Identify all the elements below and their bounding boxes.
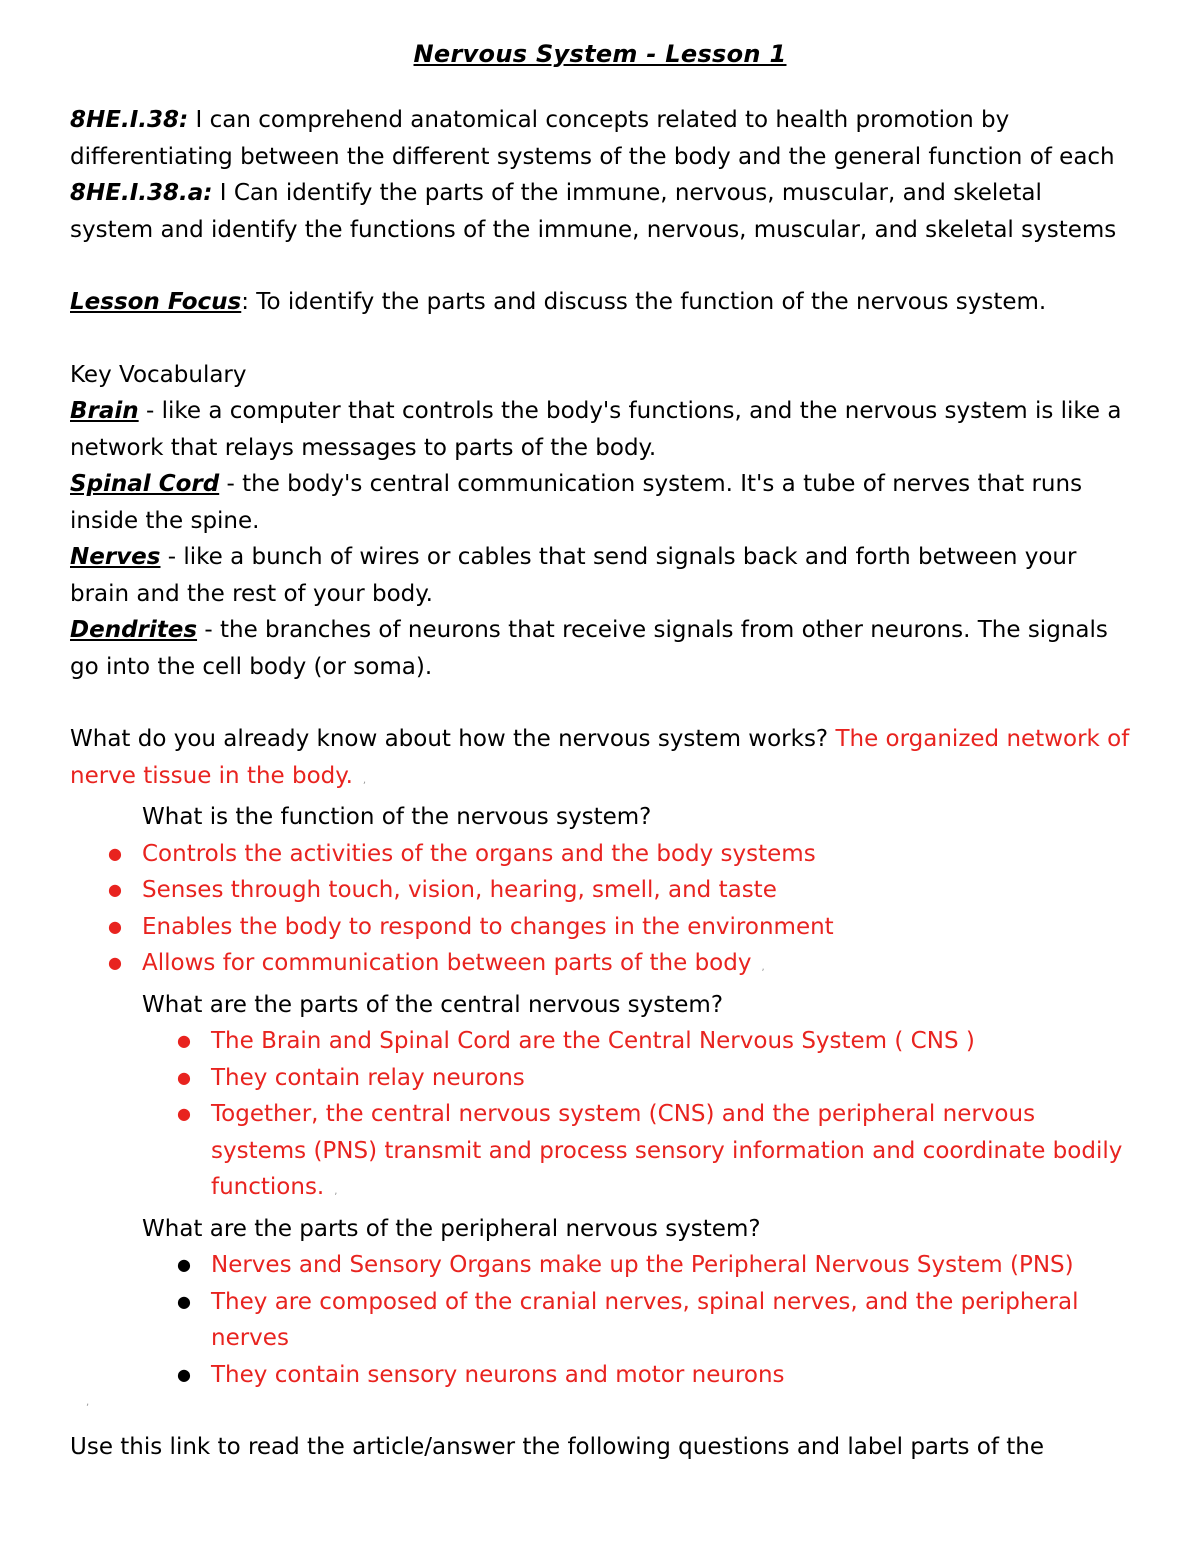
bullet-icon: ● bbox=[108, 880, 122, 899]
comment-marker: , bbox=[86, 1397, 90, 1408]
standard-1 bbox=[70, 102, 1130, 175]
answer-text: They are composed of the cranial nerves, spinal nerves, and the peripheral nerves bbox=[211, 1288, 1079, 1351]
spacer bbox=[70, 248, 1130, 284]
list-item bbox=[70, 872, 1130, 909]
answer-text: They contain relay neurons bbox=[211, 1064, 525, 1091]
list-item bbox=[70, 1096, 1130, 1211]
list-item bbox=[70, 1023, 1130, 1060]
answer-text: They contain sensory neurons and motor neurons bbox=[211, 1361, 785, 1388]
answer-text: Controls the activities of the organs and the body systems bbox=[142, 840, 816, 867]
list-item bbox=[70, 909, 1130, 946]
answer-text: Allows for communication between parts of the body bbox=[142, 950, 752, 976]
vocab-definition: - the branches of neurons that receive signals from other neurons. The signals go into the cell body (or soma). bbox=[70, 617, 1108, 680]
page-title: Nervous System - Lesson 1 bbox=[413, 40, 787, 68]
comment-marker-row bbox=[70, 1393, 1130, 1419]
bullet-icon: ● bbox=[108, 916, 122, 936]
list-item bbox=[70, 1284, 1130, 1357]
function-question: What is the function of the nervous system? bbox=[142, 804, 652, 830]
bullet-icon: ● bbox=[177, 1104, 191, 1123]
function-answer-list bbox=[70, 836, 1130, 987]
answer-text: Enables the body to respond to changes in the environment bbox=[142, 913, 834, 940]
vocab-definition: - like a computer that controls the body's functions, and the nervous system is like a network that relays messages to parts of the body. bbox=[70, 398, 1122, 461]
comment-marker: , bbox=[761, 962, 765, 973]
vocab-entry-spinal-cord bbox=[70, 466, 1130, 539]
vocab-term: Dendrites bbox=[70, 617, 198, 643]
bullet-icon: ● bbox=[177, 1067, 191, 1087]
standard-code: 8HE.I.38: bbox=[70, 107, 189, 133]
lesson-focus bbox=[70, 284, 1130, 321]
bullet-icon: ● bbox=[177, 1291, 191, 1311]
prior-knowledge-question: What do you already know about how the nervous system works? bbox=[70, 726, 836, 752]
vocab-definition: - like a bunch of wires or cables that send signals back and forth between your brain and the rest of your body. bbox=[70, 544, 1077, 607]
bullet-icon: ● bbox=[177, 1364, 191, 1384]
comment-marker: , bbox=[334, 1186, 338, 1197]
prior-knowledge bbox=[70, 721, 1130, 799]
bullet-icon: ● bbox=[177, 1031, 191, 1050]
bullet-icon: ● bbox=[108, 953, 122, 972]
instructions-text: Use this link to read the article/answer the following questions and label parts of the bbox=[70, 1434, 1045, 1460]
lesson-focus-text: : To identify the parts and discuss the function of the nervous system. bbox=[241, 289, 1047, 315]
standard-code: 8HE.I.38.a: bbox=[70, 180, 213, 206]
cns-question: What are the parts of the central nervous system? bbox=[142, 991, 724, 1018]
lesson-focus-label: Lesson Focus bbox=[70, 289, 242, 315]
list-item bbox=[70, 1357, 1130, 1394]
pns-answer-list bbox=[70, 1247, 1130, 1393]
standard-text: I Can identify the parts of the immune, nervous, muscular, and skeletal system and identify the functions of the immune, nervous, muscular, and skeletal systems bbox=[70, 180, 1117, 243]
cns-answer-list bbox=[70, 1023, 1130, 1211]
bullet-icon: ● bbox=[108, 843, 122, 863]
list-item bbox=[70, 1247, 1130, 1284]
list-item bbox=[70, 945, 1130, 987]
vocab-term: Brain bbox=[70, 398, 139, 424]
prior-knowledge-answer: The organized network of nerve tissue in the body. bbox=[70, 726, 1130, 789]
pns-question: What are the parts of the peripheral nervous system? bbox=[142, 1215, 761, 1242]
vocab-entry-nerves bbox=[70, 539, 1130, 612]
answer-text: Senses through touch, vision, hearing, smell, and taste bbox=[142, 877, 777, 903]
vocab-term: Nerves bbox=[70, 544, 161, 570]
vocab-definition: - the body's central communication system. It's a tube of nerves that runs inside the spine. bbox=[70, 471, 1083, 534]
comment-marker: , bbox=[362, 774, 367, 786]
answer-text: The Brain and Spinal Cord are the Central Nervous System ( CNS ) bbox=[211, 1028, 975, 1054]
standard-text: I can comprehend anatomical concepts related to health promotion by differentiating between the different systems of the body and the general function of each bbox=[70, 107, 1115, 170]
vocab-entry-brain bbox=[70, 393, 1130, 466]
document-page bbox=[70, 40, 1130, 1466]
list-item bbox=[70, 1060, 1130, 1097]
bullet-icon: ● bbox=[177, 1255, 191, 1274]
answer-text: Together, the central nervous system (CNS) and the peripheral nervous systems (PNS) transmit and process sensory information and coordinate bodily functions. bbox=[211, 1101, 1123, 1200]
standard-2 bbox=[70, 175, 1130, 248]
list-item bbox=[70, 836, 1130, 873]
vocab-entry-dendrites bbox=[70, 612, 1130, 685]
spacer bbox=[70, 321, 1130, 357]
vocabulary-heading: Key Vocabulary bbox=[70, 361, 247, 388]
vocab-term: Spinal Cord bbox=[70, 471, 220, 497]
answer-text: Nerves and Sensory Organs make up the Peripheral Nervous System (PNS) bbox=[211, 1252, 1074, 1278]
spacer bbox=[70, 685, 1130, 721]
